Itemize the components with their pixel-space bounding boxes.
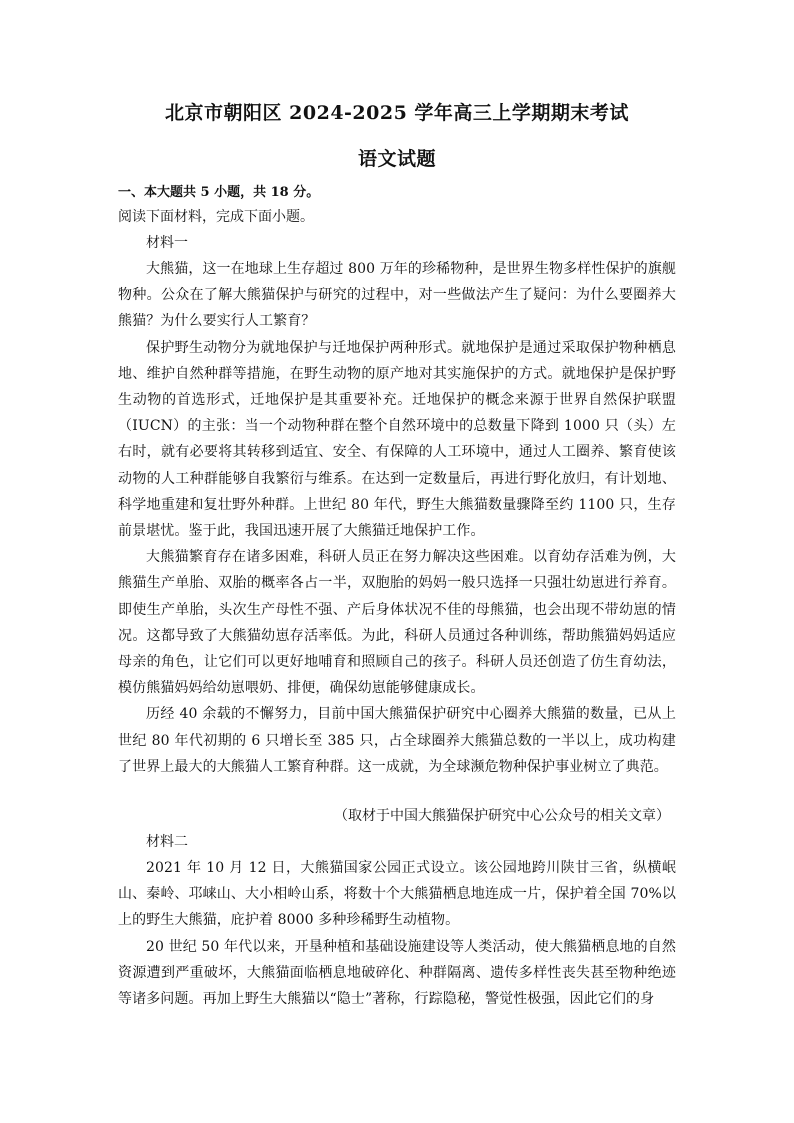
section-heading: 一、本大题共 5 小题，共 18 分。 <box>118 185 320 200</box>
document-title: 北京市朝阳区 2024-2025 学年高三上学期期末考试 <box>165 102 629 124</box>
material1-label: 材料一 <box>146 235 188 251</box>
material2-paragraph-1: 2021 年 10 月 12 日，大熊猫国家公园正式设立。该公园地跨川陕甘三省，纵横岷山、秦岭、邛崃山、大小相岭山系，将数十个大熊猫栖息地连成一片，保护着全国 70%以上的野生大熊猫，庇护着 8000 多种珍稀野生动植物。 <box>118 860 676 929</box>
material1-paragraph-2: 保护野生动物分为就地保护与迁地保护两种形式。就地保护是通过采取保护物种栖息地、维护自然种群等措施，在野生动物的原产地对其实施保护的方式。就地保护是保护野生动物的首选形式，迁地保护是其重要补充。迁地保护的概念来源于世界自然保护联盟（IUCN）的主张：当一个动物种群在整个自然环境中的总数量下降到 1000 只（头）左右时，就有必要将其转移到适宜、安全、有保障的人工环境中，通过人工圈养、繁育使该动物的人工种群能够自我繁衍与维系。在达到一定数量后，再进行野化放归，有计划地、科学地重建和复壮野外种群。上世纪 80 年代，野生大熊猫数量骤降至约 1100 只，生存前景堪忧。鉴于此，我国迅速开展了大熊猫迁地保护工作。 <box>118 339 676 540</box>
material2-label: 材料二 <box>146 834 188 850</box>
material1-paragraph-1: 大熊猫，这一在地球上生存超过 800 万年的珍稀物种，是世界生物多样性保护的旗舰物种。公众在了解大熊猫保护与研究的过程中，对一些做法产生了疑问：为什么要圈养大熊猫？为什么要实行人工繁育？ <box>118 261 676 330</box>
instruction-text: 阅读下面材料，完成下面小题。 <box>118 209 314 225</box>
material1-paragraph-4: 历经 40 余载的不懈努力，目前中国大熊猫保护研究中心圈养大熊猫的数量，已从上世纪 80 年代初期的 6 只增长至 385 只，占全球圈养大熊猫总数的一半以上，成功构建了世界上最大的大熊猫人工繁育种群。这一成就，为全球濒危物种保护事业树立了典范。 <box>118 706 676 775</box>
material1-paragraph-3: 大熊猫繁育存在诸多困难，科研人员正在努力解决这些困难。以育幼存活难为例，大熊猫生产单胎、双胎的概率各占一半，双胞胎的妈妈一般只选择一只强壮幼崽进行养育。即使生产单胎，头次生产母性不强、产后身体状况不佳的母熊猫，也会出现不带幼崽的情况。这都导致了大熊猫幼崽存活率低。为此，科研人员通过各种训练，帮助熊猫妈妈适应母亲的角色，让它们可以更好地哺育和照顾自己的孩子。科研人员还创造了仿生育幼法，模仿熊猫妈妈给幼崽喂奶、排便，确保幼崽能够健康成长。 <box>118 549 676 697</box>
document-subtitle: 语文试题 <box>357 148 436 170</box>
material2-body <box>118 855 676 1012</box>
material2-paragraph-2: 20 世纪 50 年代以来，开垦种植和基础设施建设等人类活动，使大熊猫栖息地的自然资源遭到严重破坏，大熊猫面临栖息地破碎化、种群隔离、遗传多样性丧失甚至物种绝迹等诸多问题。再加上野生大熊猫以“隐士”著称，行踪隐秘，警觉性极强，因此它们的身 <box>118 938 676 1008</box>
material1-source: （取材于中国大熊猫保护研究中心公众号的相关文章） <box>334 808 670 824</box>
material1-body <box>118 256 676 780</box>
